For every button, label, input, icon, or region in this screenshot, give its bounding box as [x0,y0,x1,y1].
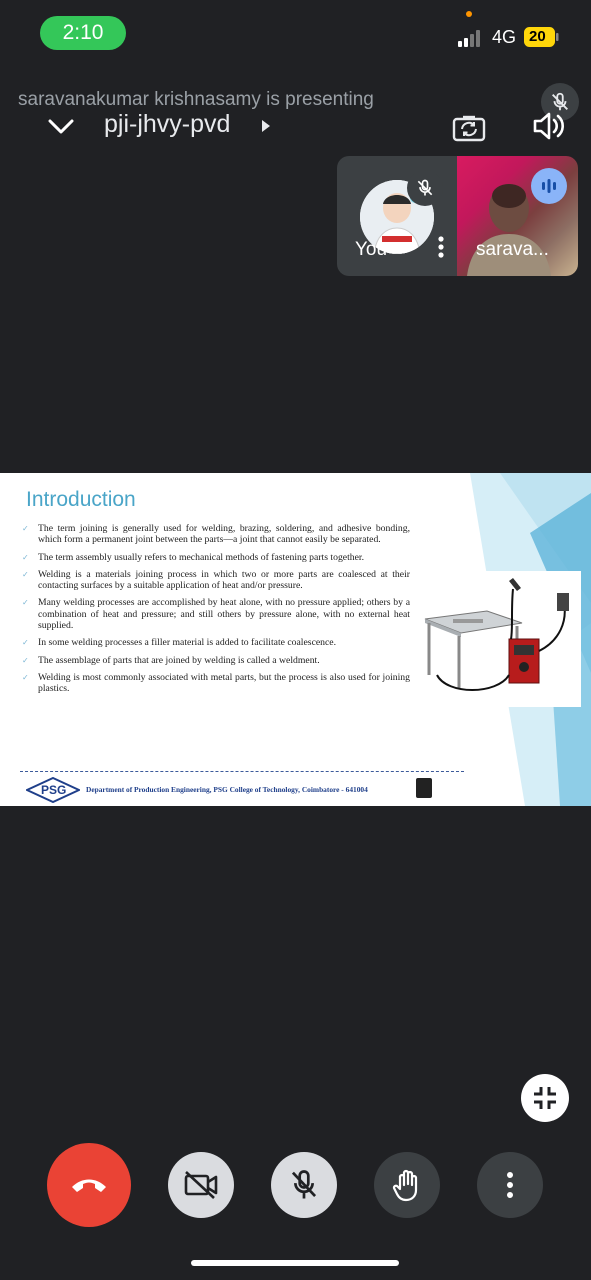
presentation-slide [0,473,591,806]
end-call-button[interactable] [47,1143,131,1227]
camera-off-icon [183,1170,219,1200]
switch-camera-icon[interactable] [452,112,486,142]
status-time: 2:10 [40,16,126,50]
camera-toggle-button[interactable] [168,1152,234,1218]
slide-footer: Department of Production Engineering, PSG College of Technology, Coimbatore - 641004 [86,785,368,794]
slide-bullet: ✓ Welding is a materials joining process in which two or more parts are coalesced at their contacting surfaces by a suitable application of heat and/or pressure. [22,569,410,592]
home-indicator[interactable] [191,1260,399,1266]
mic-toggle-button[interactable] [271,1152,337,1218]
more-options-button[interactable] [477,1152,543,1218]
audio-level-icon [540,177,558,195]
psg-logo [26,777,80,803]
participant-options-icon[interactable] [437,235,445,259]
participant-label-presenter: sarava... [476,239,549,260]
raise-hand-button[interactable] [374,1152,440,1218]
slide-bullet: ✓ The assemblage of parts that are joined by welding is called a weldment. [22,655,410,666]
slide-title: Introduction [26,488,136,511]
college-emblem-icon [416,778,432,798]
network-type: 4G [492,27,517,47]
speaking-indicator [531,168,567,204]
meeting-code[interactable]: pji-jhvy-pvd [104,110,231,138]
participant-tile-presenter[interactable] [457,156,578,276]
more-vert-icon [506,1171,514,1199]
welding-setup-image [417,571,581,707]
privacy-indicator-dot [466,11,472,17]
exit-fullscreen-icon [532,1085,558,1111]
psg-logo-text: PSG [41,783,67,797]
mic-off-icon [289,1169,319,1201]
meeting-info-arrow-icon[interactable] [262,120,270,132]
speaker-icon[interactable] [532,110,566,142]
raise-hand-icon [392,1168,422,1202]
battery-icon [524,27,557,47]
hang-up-icon [69,1175,109,1195]
slide-bullets [22,523,410,701]
signal-icon [458,30,480,47]
slide-bullet: ✓ Many welding processes are accomplished by heat alone, with no pressure applied; others by a combination of heat and pressure; and still others by pressure alone, with no external heat supplied. [22,597,410,631]
slide-bullet: ✓ Welding is most commonly associated with metal parts, but the process is also used for joining plastics. [22,672,410,695]
participant-label-you: You [355,239,388,260]
mic-off-icon [415,178,435,198]
slide-bullet: ✓ The term joining is generally used for welding, brazing, soldering, and adhesive bonding, which form a permanent joint between the parts—a joint that cannot easily be separated. [22,523,410,546]
presenting-banner: saravanakumar krishnasamy is presenting [18,89,374,110]
slide-bullet: ✓ In some welding processes a filler material is added to facilitate coalescence. [22,637,410,648]
collapse-chevron-icon[interactable] [46,112,76,142]
exit-fullscreen-button[interactable] [521,1074,569,1122]
participant-mic-off-indicator [407,170,443,206]
battery-level: 20 [529,28,546,45]
slide-bullet: ✓ The term assembly usually refers to mechanical methods of fastening parts together. [22,552,410,563]
footer-divider [20,771,464,772]
participant-tile-you[interactable] [337,156,457,276]
